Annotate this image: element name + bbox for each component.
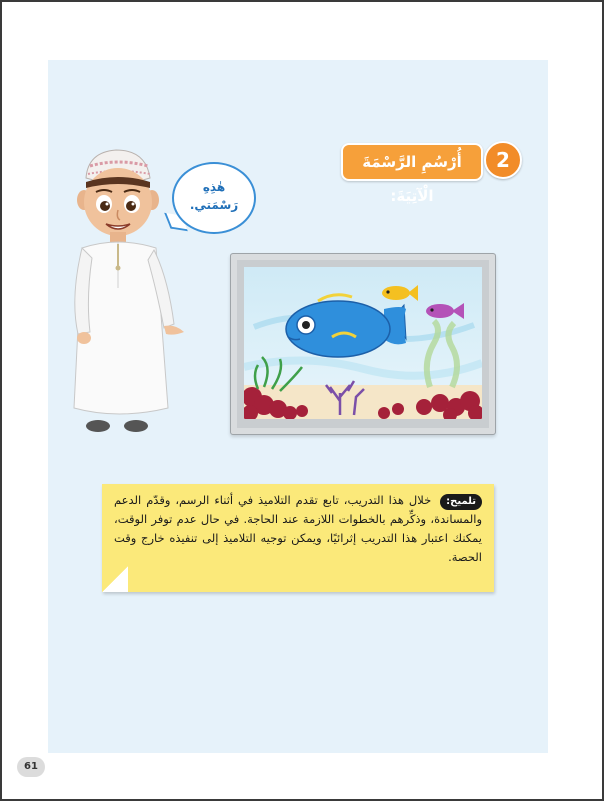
page-number: 61 — [17, 757, 45, 777]
fish-drawing-illustration — [244, 267, 482, 419]
speech-bubble-line-1: هٰذِهِ — [202, 180, 226, 194]
tip-note-text-block — [114, 491, 482, 567]
tip-note-fold — [102, 566, 128, 592]
boy-illustration — [64, 148, 188, 438]
tip-note — [102, 484, 494, 592]
speech-bubble-line-2: رَسْمَتي. — [189, 198, 239, 212]
activity-number-badge: 2 — [484, 141, 522, 179]
tip-label: تلميح: — [440, 494, 482, 510]
activity-title: أُرْسُمِ الرَّسْمَةَ الْآتِيَةَ: — [341, 143, 483, 181]
tip-text: خلال هذا التدريب، تابع تقدم التلاميذ في أثناء الرسم، وقدّم الدعم والمساندة، وذكِّرهم بالخطوات اللازمة عند الحاجة. في حال عدم توفر الوقت، يمكنك اعتبار هذا التدريب إثرائيًا، ويمكن توجيه التلاميذ إلى تنفيذه خارج وقت الحصة. — [114, 493, 482, 564]
